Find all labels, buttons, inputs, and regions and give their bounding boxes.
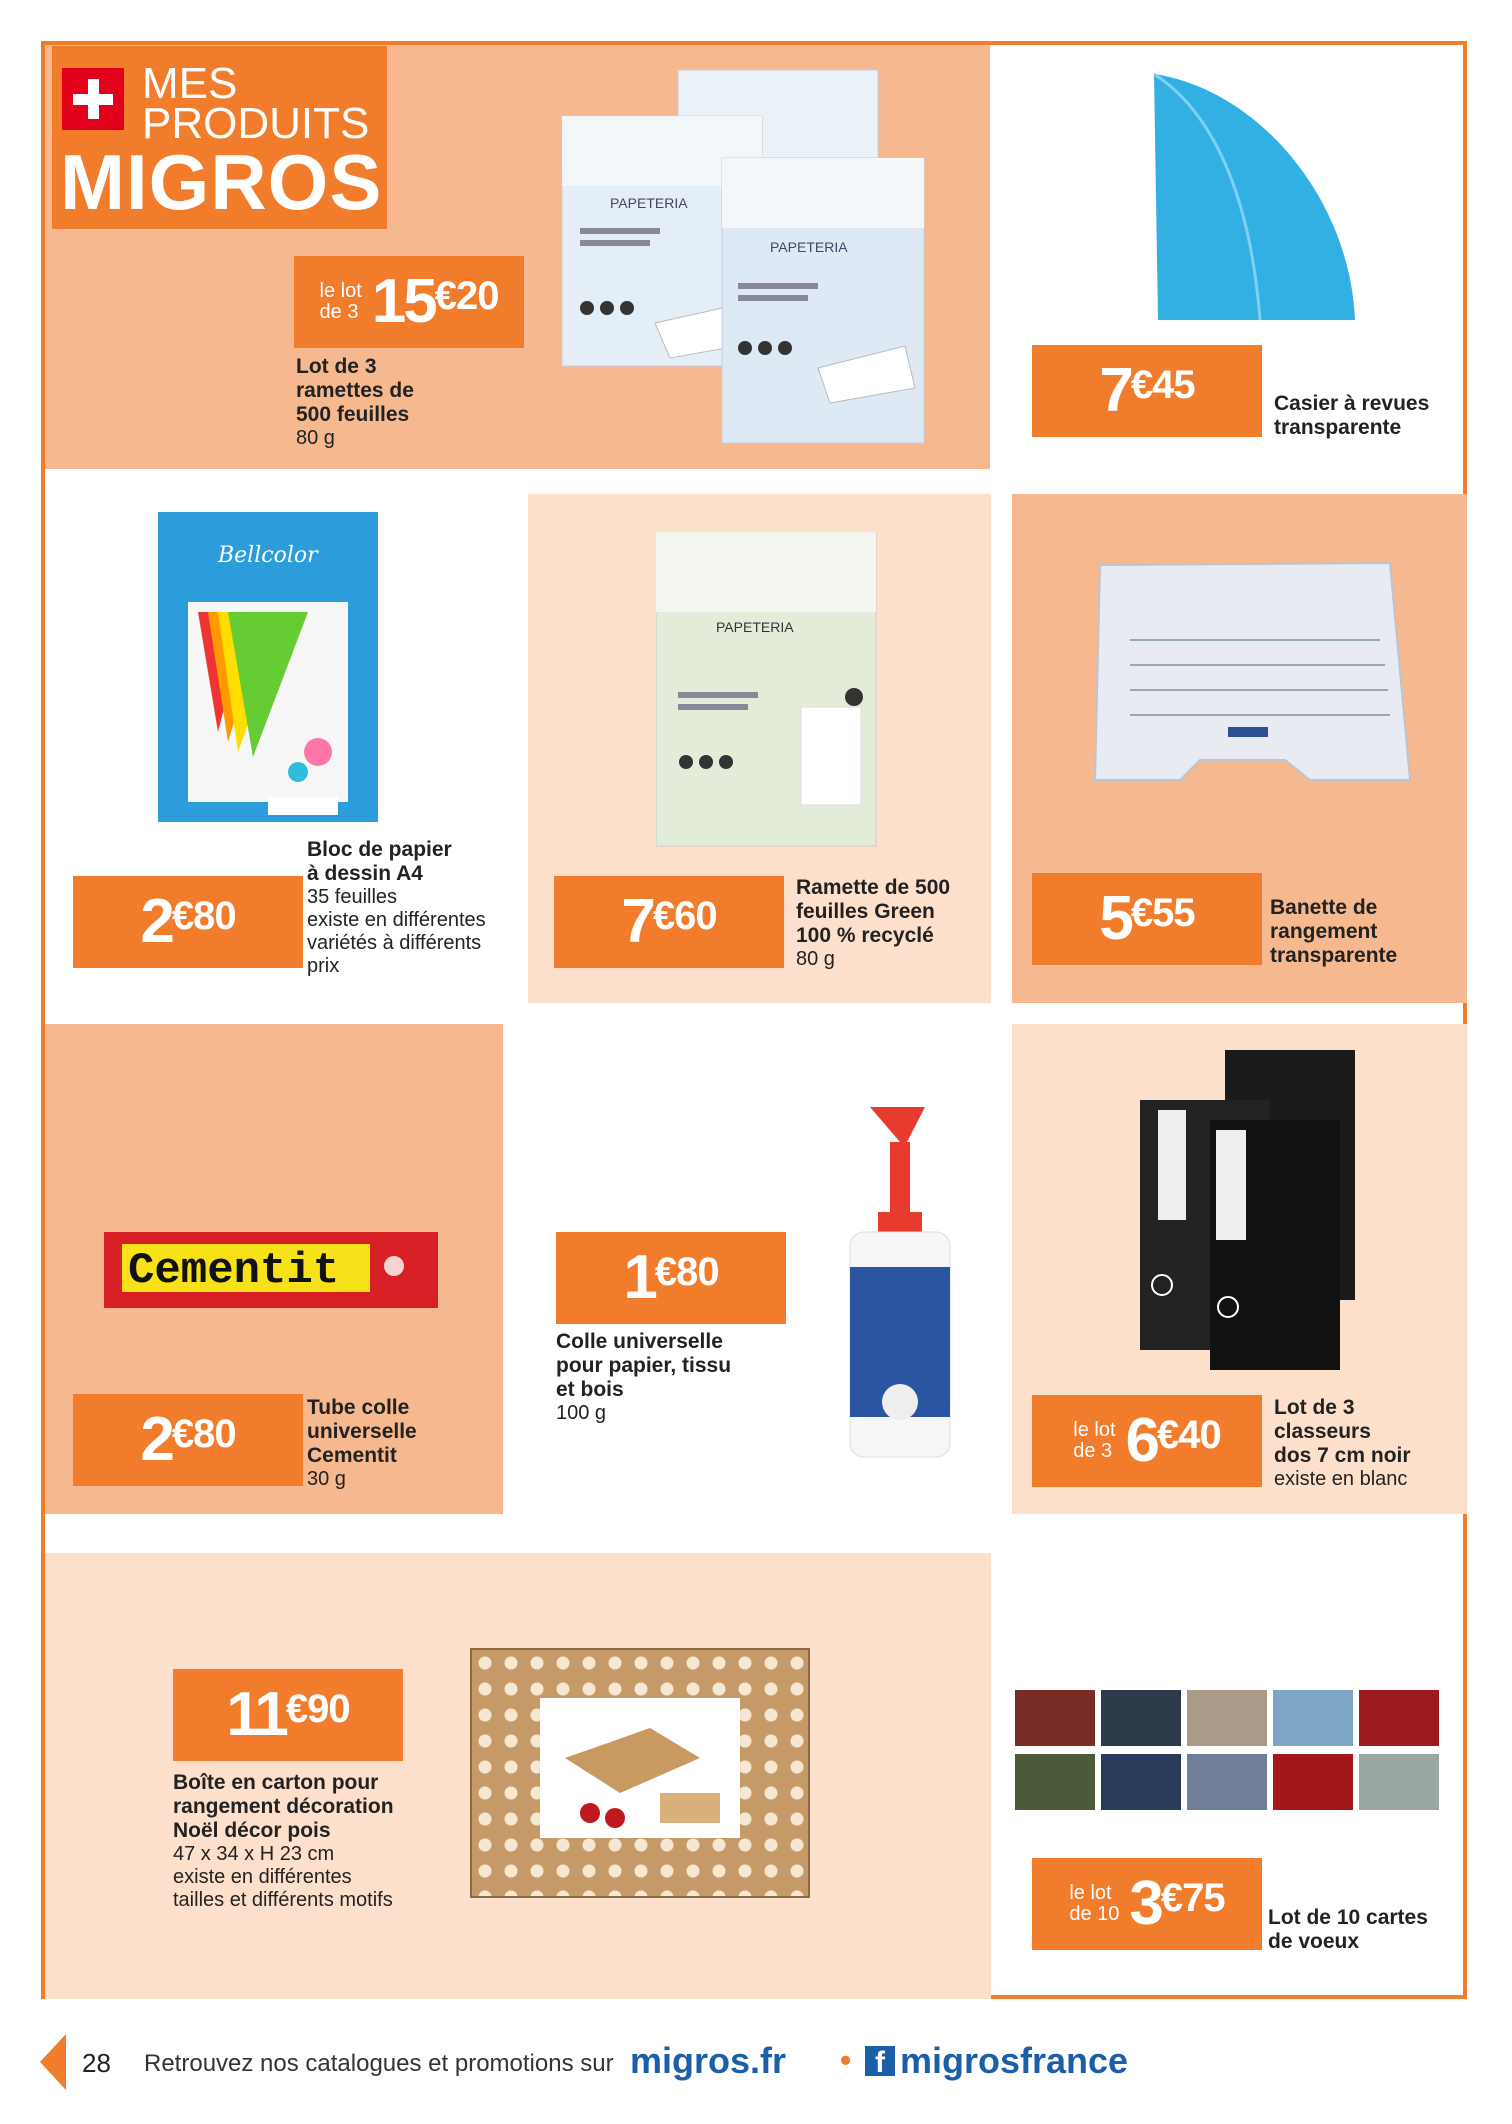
magazine-holder-image — [1150, 70, 1360, 330]
cementit-label: Cementit — [128, 1246, 340, 1296]
product-title-line: Ramette de 500 — [796, 876, 951, 899]
website-link[interactable]: migros.fr — [630, 2040, 787, 2081]
price-integer: 3 — [1129, 1869, 1161, 1938]
box-label-icon — [540, 1698, 740, 1838]
product-title-line: et bois — [556, 1378, 624, 1401]
price-tag-ramette-green — [554, 876, 784, 968]
description-banette — [1270, 896, 1397, 968]
price-tag-cementit — [73, 1394, 303, 1486]
page-number: 28 — [82, 2048, 111, 2078]
price-decimal: €55 — [1130, 891, 1195, 935]
papeteria-label: PAPETERIA — [610, 195, 688, 211]
logo-line-2: PRODUITS — [142, 99, 370, 148]
product-title-line: Lot de 3 — [1274, 1396, 1355, 1419]
price-integer: 5 — [1099, 884, 1131, 953]
product-detail-line: tailles et différents motifs — [173, 1889, 393, 1911]
storage-tray-image — [1090, 555, 1420, 795]
product-title-line: Colle universelle — [556, 1330, 723, 1353]
price-decimal: €75 — [1160, 1876, 1225, 1920]
product-detail-line: 30 g — [307, 1468, 346, 1490]
product-title-line: Casier à revues — [1274, 392, 1430, 415]
product-detail-line: 80 g — [796, 948, 835, 970]
product-title-line: 100 % recyclé — [796, 924, 934, 947]
price-integer: 11 — [226, 1680, 286, 1749]
lot-label-line-2: de 3 — [1073, 1440, 1113, 1462]
product-title-line: Lot de 3 — [296, 355, 377, 378]
product-title-line: Tube colle — [307, 1396, 410, 1419]
product-title-line: à dessin A4 — [307, 862, 423, 885]
price-tag-cartes — [1032, 1858, 1262, 1950]
description-ramettes — [296, 355, 414, 450]
logo-line-1: MES — [142, 59, 238, 108]
product-title-line: Banette de — [1270, 896, 1378, 919]
lot-label-line-1: le lot — [1069, 1882, 1112, 1904]
page-footer — [40, 2030, 1500, 2090]
swiss-cross-icon — [62, 68, 124, 130]
price-decimal: €80 — [171, 894, 236, 938]
price-tag-colle — [556, 1232, 786, 1324]
product-title-line: rangement décoration — [173, 1795, 394, 1818]
description-classeurs — [1274, 1396, 1411, 1491]
price-tag-bloc — [73, 876, 303, 968]
logo-line-3: MIGROS — [60, 138, 383, 226]
mes-produits-migros-logo — [52, 46, 387, 229]
description-bloc — [307, 838, 486, 978]
price-decimal: €45 — [1130, 363, 1195, 407]
product-title-line: dos 7 cm noir — [1274, 1444, 1411, 1467]
product-detail-line: 80 g — [296, 427, 335, 449]
bellcolor-label: Bellcolor — [218, 543, 318, 568]
lot-label-line-2: de 10 — [1069, 1903, 1120, 1925]
price-tag-boite — [173, 1669, 403, 1761]
description-cementit — [307, 1396, 417, 1491]
binders-image — [1140, 1045, 1360, 1375]
price-decimal: €60 — [652, 894, 717, 938]
product-title-line: Boîte en carton pour — [173, 1771, 379, 1794]
glue-bottle-image — [845, 1102, 955, 1462]
price-integer: 15 — [371, 267, 435, 336]
product-title-line: Lot de 10 cartes — [1268, 1906, 1428, 1929]
papeteria-label: PAPETERIA — [770, 239, 848, 255]
footer-text: Retrouvez nos catalogues et promotions sur — [144, 2050, 614, 2077]
price-tag-ramettes — [294, 256, 524, 348]
product-detail-line: 47 x 34 x H 23 cm — [173, 1843, 335, 1865]
facebook-icon[interactable]: f — [865, 2046, 895, 2076]
papeteria-label: PAPETERIA — [716, 619, 794, 635]
price-integer: 6 — [1125, 1406, 1157, 1475]
description-colle — [556, 1330, 731, 1425]
decoration-box-image — [470, 1648, 810, 1898]
product-detail-line: prix — [307, 955, 340, 977]
lot-label-line-2: de 3 — [319, 301, 359, 323]
price-tag-casier — [1032, 345, 1262, 437]
product-title-line: transparente — [1270, 944, 1398, 967]
price-integer: 7 — [1099, 356, 1131, 425]
product-title-line: de voeux — [1268, 1930, 1360, 1953]
product-title-line: pour papier, tissu — [556, 1354, 732, 1377]
description-boite — [173, 1771, 394, 1912]
product-title-line: ramettes de — [296, 379, 414, 402]
cementit-tube-image — [104, 1232, 440, 1310]
description-ramette-green — [796, 876, 950, 971]
product-detail-line: variétés à différents — [307, 932, 482, 954]
price-decimal: €40 — [1156, 1413, 1221, 1457]
lot-label-line-1: le lot — [1073, 1419, 1116, 1441]
previous-page-arrow-icon[interactable] — [40, 2034, 66, 2090]
product-detail-line: 35 feuilles — [307, 886, 398, 908]
product-detail-line: existe en blanc — [1274, 1468, 1408, 1490]
price-decimal: €20 — [434, 274, 499, 318]
product-title-line: feuilles Green — [796, 900, 935, 923]
green-paper-ream-image — [656, 532, 878, 848]
lot-label-line-1: le lot — [319, 280, 362, 302]
price-decimal: €80 — [654, 1250, 719, 1294]
price-integer: 2 — [140, 887, 172, 956]
product-detail-line: existe en différentes — [173, 1866, 352, 1888]
product-title-line: 500 feuilles — [296, 403, 410, 426]
price-tag-classeurs — [1032, 1395, 1262, 1487]
price-integer: 7 — [621, 887, 653, 956]
product-title-line: classeurs — [1274, 1420, 1371, 1443]
footer-separator: • — [840, 2042, 852, 2078]
price-decimal: €90 — [285, 1687, 350, 1731]
description-casier — [1274, 392, 1429, 440]
product-title-line: Cementit — [307, 1444, 397, 1467]
price-tag-banette — [1032, 873, 1262, 965]
price-integer: 1 — [623, 1243, 655, 1312]
price-decimal: €80 — [171, 1412, 236, 1456]
description-cartes — [1268, 1906, 1428, 1954]
product-title-line: rangement — [1270, 920, 1378, 943]
price-integer: 2 — [140, 1405, 172, 1474]
product-title-line: universelle — [307, 1420, 417, 1443]
product-title-line: transparente — [1274, 416, 1402, 439]
product-title-line: Bloc de papier — [307, 838, 452, 861]
product-detail-line: 100 g — [556, 1402, 607, 1424]
paper-ream-pack-image — [560, 68, 930, 448]
product-detail-line: existe en différentes — [307, 909, 486, 931]
product-title-line: Noël décor pois — [173, 1819, 331, 1842]
greeting-cards-image — [1015, 1690, 1445, 1816]
facebook-page-link[interactable]: migrosfrance — [900, 2040, 1129, 2081]
drawing-paper-pad-image — [158, 512, 380, 824]
